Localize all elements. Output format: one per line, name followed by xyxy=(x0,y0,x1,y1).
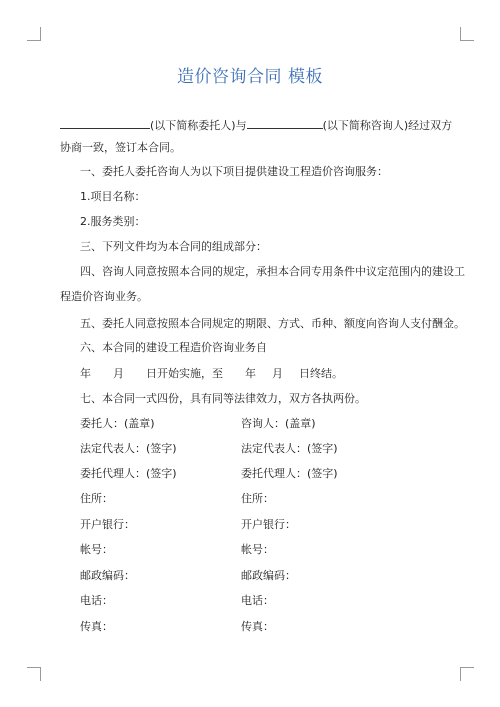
start-month-label: 月 xyxy=(113,367,124,380)
client-agent-label: 委托代理人：(签字) xyxy=(80,467,177,480)
consultant-bank-label: 开户银行： xyxy=(241,518,296,531)
client-address-label: 住所： xyxy=(80,492,113,505)
clause-3: 三、下列文件均为本合同的组成部分： xyxy=(80,240,267,253)
crop-mark-bottom-left xyxy=(27,667,41,681)
clause-1-item-1: 1.项目名称： xyxy=(80,190,146,203)
clause-6: 六、本合同的建设工程造价咨询业务自 xyxy=(80,341,267,354)
term-dates xyxy=(80,367,343,381)
intro-line-2: 协商一致，签订本合同。 xyxy=(60,141,181,154)
client-postcode-label: 邮政编码： xyxy=(80,569,135,582)
client-account-label: 帐号： xyxy=(80,543,113,556)
crop-mark-bottom-right xyxy=(460,667,474,681)
intro-part-2: (以下简称咨询人)经过双方 xyxy=(322,119,453,132)
document-title: 造价咨询合同 模板 xyxy=(177,67,323,87)
clause-4-line-2: 程造价咨询业务。 xyxy=(60,290,148,303)
crop-mark-top-right xyxy=(460,27,474,41)
consultant-address-label: 住所： xyxy=(241,492,274,505)
end-day-text: 日终结。 xyxy=(299,367,343,380)
client-name-blank xyxy=(60,118,150,129)
crop-mark-top-left xyxy=(27,27,41,41)
start-day-text: 日开始实施，至 xyxy=(146,367,223,380)
consultant-account-label: 帐号： xyxy=(241,543,274,556)
intro-part-1: (以下简称委托人)与 xyxy=(150,119,247,132)
clause-1: 一、委托人委托咨询人为以下项目提供建设工程造价咨询服务： xyxy=(80,165,388,178)
client-seal-label: 委托人：(盖章) xyxy=(80,417,155,430)
consultant-phone-label: 电话： xyxy=(241,594,274,607)
client-fax-label: 传真： xyxy=(80,620,113,633)
end-year-label: 年 xyxy=(245,367,256,380)
consultant-name-blank xyxy=(247,118,323,129)
client-legal-rep-label: 法定代表人：(签字) xyxy=(80,442,177,455)
intro-line-1 xyxy=(60,118,452,133)
clause-4-line-1: 四、咨询人同意按照本合同的规定，承担本合同专用条件中议定范围内的建设工 xyxy=(80,265,465,278)
consultant-agent-label: 委托代理人：(签字) xyxy=(241,467,338,480)
start-year-label: 年 xyxy=(80,367,91,380)
consultant-legal-rep-label: 法定代表人：(签字) xyxy=(241,442,338,455)
end-month-label: 月 xyxy=(272,367,283,380)
consultant-fax-label: 传真： xyxy=(241,620,274,633)
client-phone-label: 电话： xyxy=(80,594,113,607)
clause-5: 五、委托人同意按照本合同规定的期限、方式、币种、额度向咨询人支付酬金。 xyxy=(80,317,465,330)
consultant-seal-label: 咨询人：(盖章) xyxy=(241,417,316,430)
clause-7: 七、本合同一式四份，具有同等法律效力，双方各执两份。 xyxy=(80,392,366,405)
clause-1-item-2: 2.服务类别： xyxy=(80,215,146,228)
consultant-postcode-label: 邮政编码： xyxy=(241,569,296,582)
client-bank-label: 开户银行： xyxy=(80,518,135,531)
